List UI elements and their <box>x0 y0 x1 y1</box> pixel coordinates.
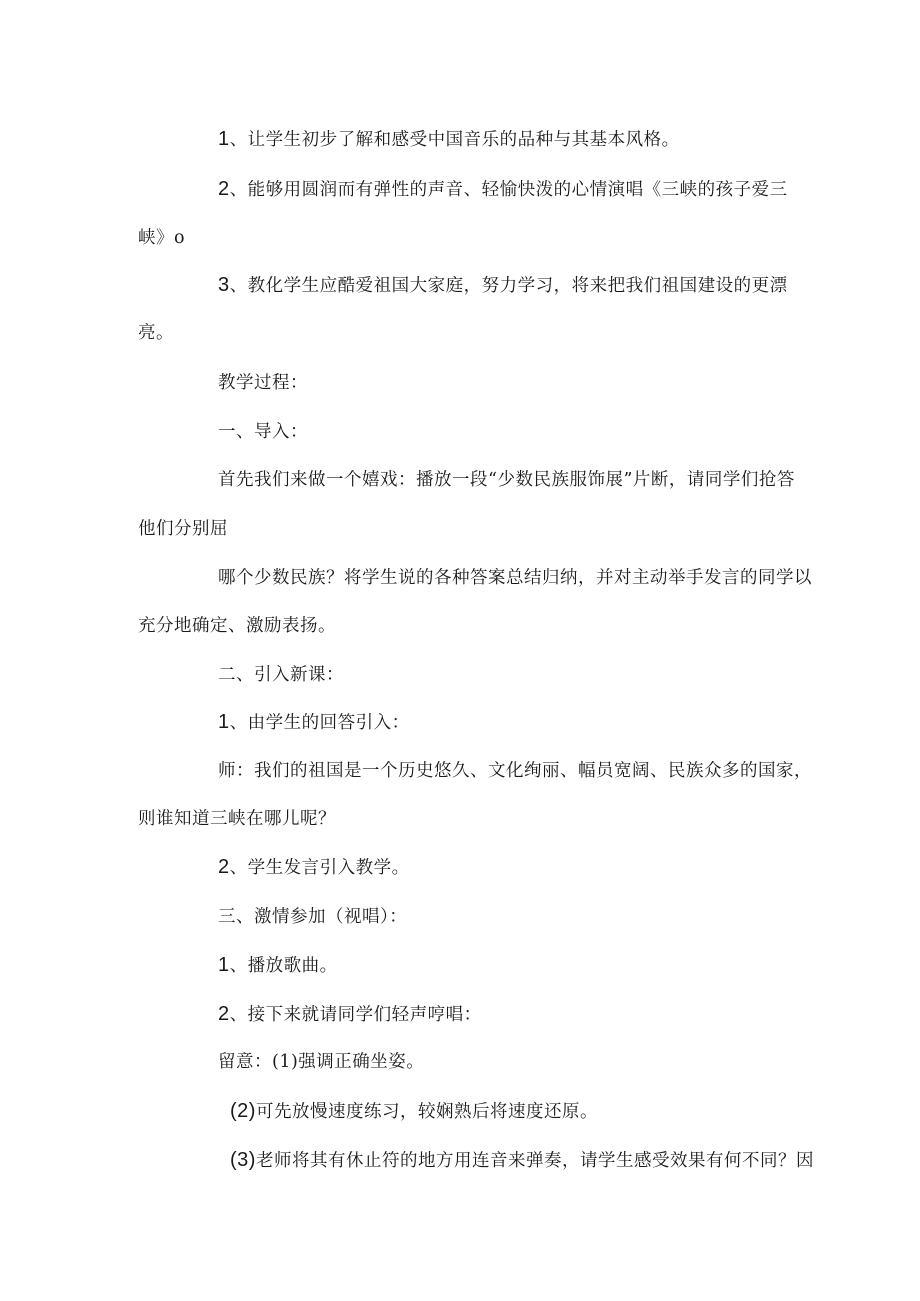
text-line <box>218 1003 482 1026</box>
line-text: 、教化学生应酷爱祖国大家庭，努力学习，将来把我们祖国建设的更漂 <box>229 276 788 296</box>
text-line <box>138 227 185 249</box>
line-number: 2 <box>218 1003 230 1025</box>
section-heading <box>218 664 344 686</box>
line-text: 三、激情参加（视唱）： <box>218 907 408 927</box>
text-line <box>218 856 410 879</box>
text-line <box>230 1100 598 1123</box>
line-text: 师：我们的祖国是一个历史悠久、文化绚丽、幅员宽阔、民族众多的国家， <box>218 761 812 781</box>
text-line <box>138 322 174 344</box>
text-line <box>138 518 228 540</box>
text-line <box>218 954 338 977</box>
line-text: 、播放歌曲。 <box>229 956 338 976</box>
line-text: 、由学生的回答引入： <box>229 713 410 733</box>
line-text: 、让学生初步了解和感受中国音乐的品种与其基本风格。 <box>229 130 680 150</box>
line-text: 可先放慢速度练习，较娴熟后将速度还原。 <box>255 1102 598 1122</box>
line-text: 、学生发言引入教学。 <box>229 858 410 878</box>
text-line <box>138 615 336 637</box>
text-line <box>218 760 812 782</box>
section-heading <box>218 421 308 443</box>
line-text: 留意：(1)强调正确坐姿。 <box>218 1052 425 1072</box>
line-number: (3) <box>230 1149 256 1171</box>
line-text: 峡》o <box>138 228 186 248</box>
text-line <box>218 178 788 201</box>
text-line <box>218 711 410 734</box>
line-text: 二、引入新课： <box>218 665 344 685</box>
line-text: 他们分别屈 <box>138 519 228 539</box>
section-heading <box>218 372 308 394</box>
text-line <box>218 274 788 297</box>
line-number: (2) <box>230 1100 256 1122</box>
text-line <box>218 128 680 151</box>
line-text: 充分地确定、激励表扬。 <box>138 616 336 636</box>
text-line <box>218 567 812 589</box>
line-number: 1 <box>218 128 230 150</box>
line-text: 亮。 <box>138 323 174 343</box>
text-line <box>218 469 795 491</box>
line-number: 3 <box>218 274 230 296</box>
line-text: 则谁知道三峡在哪儿呢？ <box>138 809 336 829</box>
section-heading <box>218 906 407 928</box>
line-text: 首先我们来做一个嬉戏：播放一段“少数民族服饰展”片断，请同学们抢答 <box>218 470 795 490</box>
line-text: 一、导入： <box>218 422 308 442</box>
line-text: 教学过程： <box>218 373 308 393</box>
line-text: 、能够用圆润而有弹性的声音、轻愉快泼的心情演唱《三峡的孩子爱三 <box>229 180 788 200</box>
line-text: 老师将其有休止符的地方用连音来弹奏，请学生感受效果有何不同？因 <box>255 1151 814 1171</box>
line-number: 2 <box>218 856 230 878</box>
line-number: 2 <box>218 178 230 200</box>
text-line <box>138 808 336 830</box>
line-number: 1 <box>218 954 230 976</box>
text-line <box>218 1051 424 1073</box>
text-line <box>230 1149 814 1172</box>
line-number: 1 <box>218 711 230 733</box>
line-text: 、接下来就请同学们轻声哼唱： <box>229 1005 482 1025</box>
line-text: 哪个少数民族？将学生说的各种答案总结归纳，并对主动举手发言的同学以 <box>218 568 812 588</box>
